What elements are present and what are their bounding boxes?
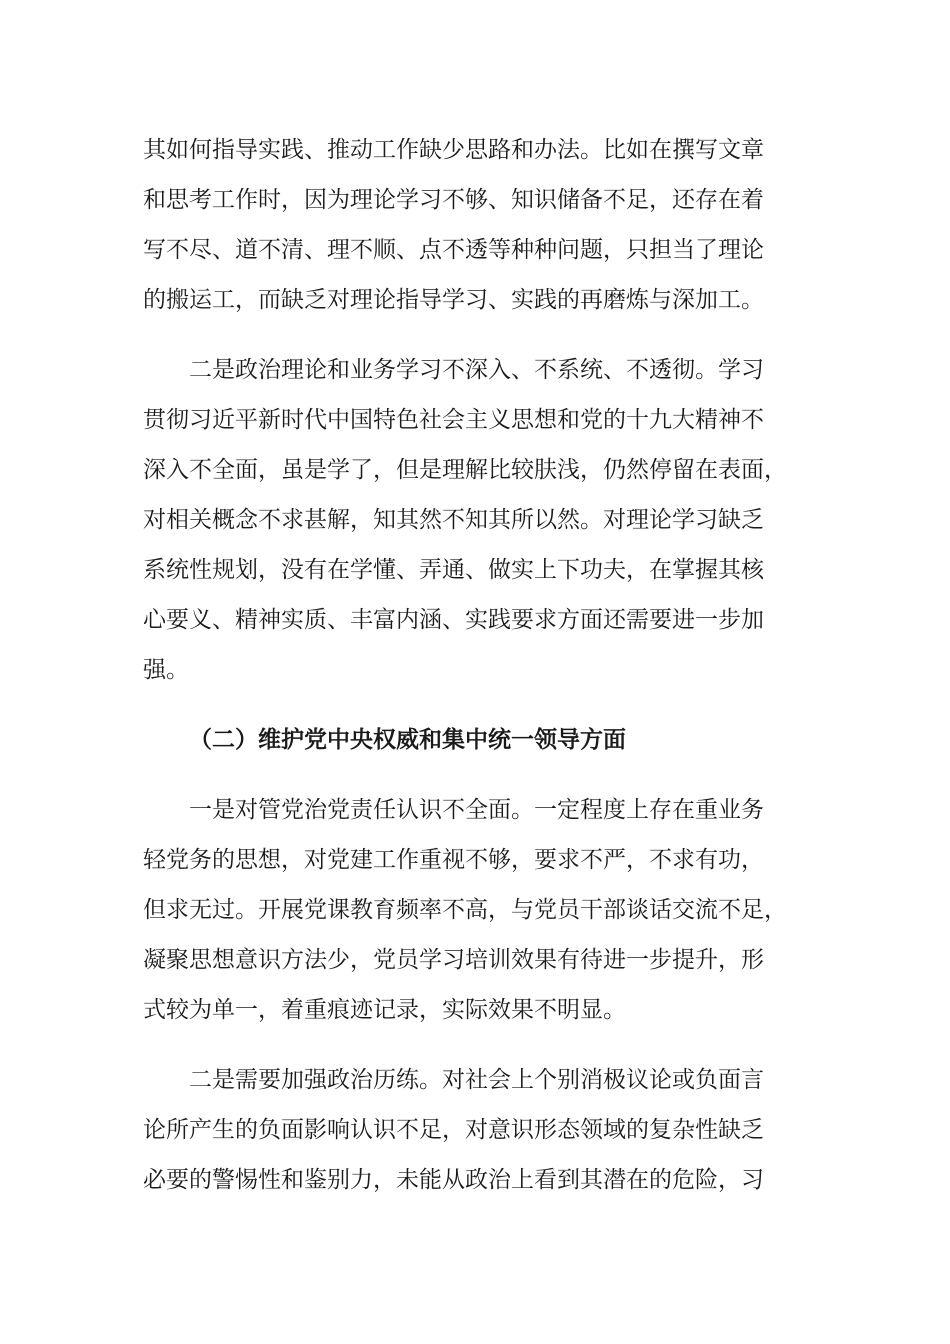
- text-line: 深入不全面，虽是学了，但是理解比较肤浅，仍然停留在表面，: [143, 457, 787, 483]
- text-line: 式较为单一，着重痕迹记录，实际效果不明显。: [143, 997, 626, 1023]
- paragraph: [143, 125, 809, 325]
- text-line: 对相关概念不求甚解，知其然不知其所以然。对理论学习缺乏: [143, 507, 764, 533]
- document-body: [143, 125, 809, 1205]
- text-line: 系统性规划，没有在学懂、弄通、做实上下功夫，在掌握其核: [143, 557, 764, 583]
- text-line: 写不尽、道不清、理不顺、点不透等种种问题，只担当了理论: [143, 237, 764, 263]
- text-line: 但求无过。开展党课教育频率不高，与党员干部谈话交流不足，: [143, 897, 787, 923]
- text-line: 必要的警惕性和鉴别力，未能从政治上看到其潜在的危险，习: [143, 1167, 764, 1193]
- text-line: 其如何指导实践、推动工作缺少思路和办法。比如在撰写文章: [143, 137, 764, 163]
- paragraph: [143, 785, 809, 1035]
- text-line: 二是政治理论和业务学习不深入、不系统、不透彻。学习: [189, 357, 764, 383]
- text-line: 二是需要加强政治历练。对社会上个别消极议论或负面言: [189, 1067, 764, 1093]
- text-line: 心要义、精神实质、丰富内涵、实践要求方面还需要进一步加: [143, 607, 764, 633]
- paragraph: [143, 345, 809, 695]
- text-line: 一是对管党治党责任认识不全面。一定程度上存在重业务: [189, 797, 764, 823]
- section-heading: （二）维护党中央权威和集中统一领导方面: [189, 727, 626, 753]
- text-line: 轻党务的思想，对党建工作重视不够，要求不严，不求有功，: [143, 847, 764, 873]
- text-line: 贯彻习近平新时代中国特色社会主义思想和党的十九大精神不: [143, 407, 764, 433]
- text-line: 的搬运工，而缺乏对理论指导学习、实践的再磨炼与深加工。: [143, 287, 764, 313]
- paragraph: [143, 1055, 809, 1205]
- text-line: 强。: [143, 657, 189, 683]
- text-line: 凝聚思想意识方法少，党员学习培训效果有待进一步提升，形: [143, 947, 764, 973]
- text-line: 论所产生的负面影响认识不足，对意识形态领域的复杂性缺乏: [143, 1117, 764, 1143]
- text-line: 和思考工作时，因为理论学习不够、知识储备不足，还存在着: [143, 187, 764, 213]
